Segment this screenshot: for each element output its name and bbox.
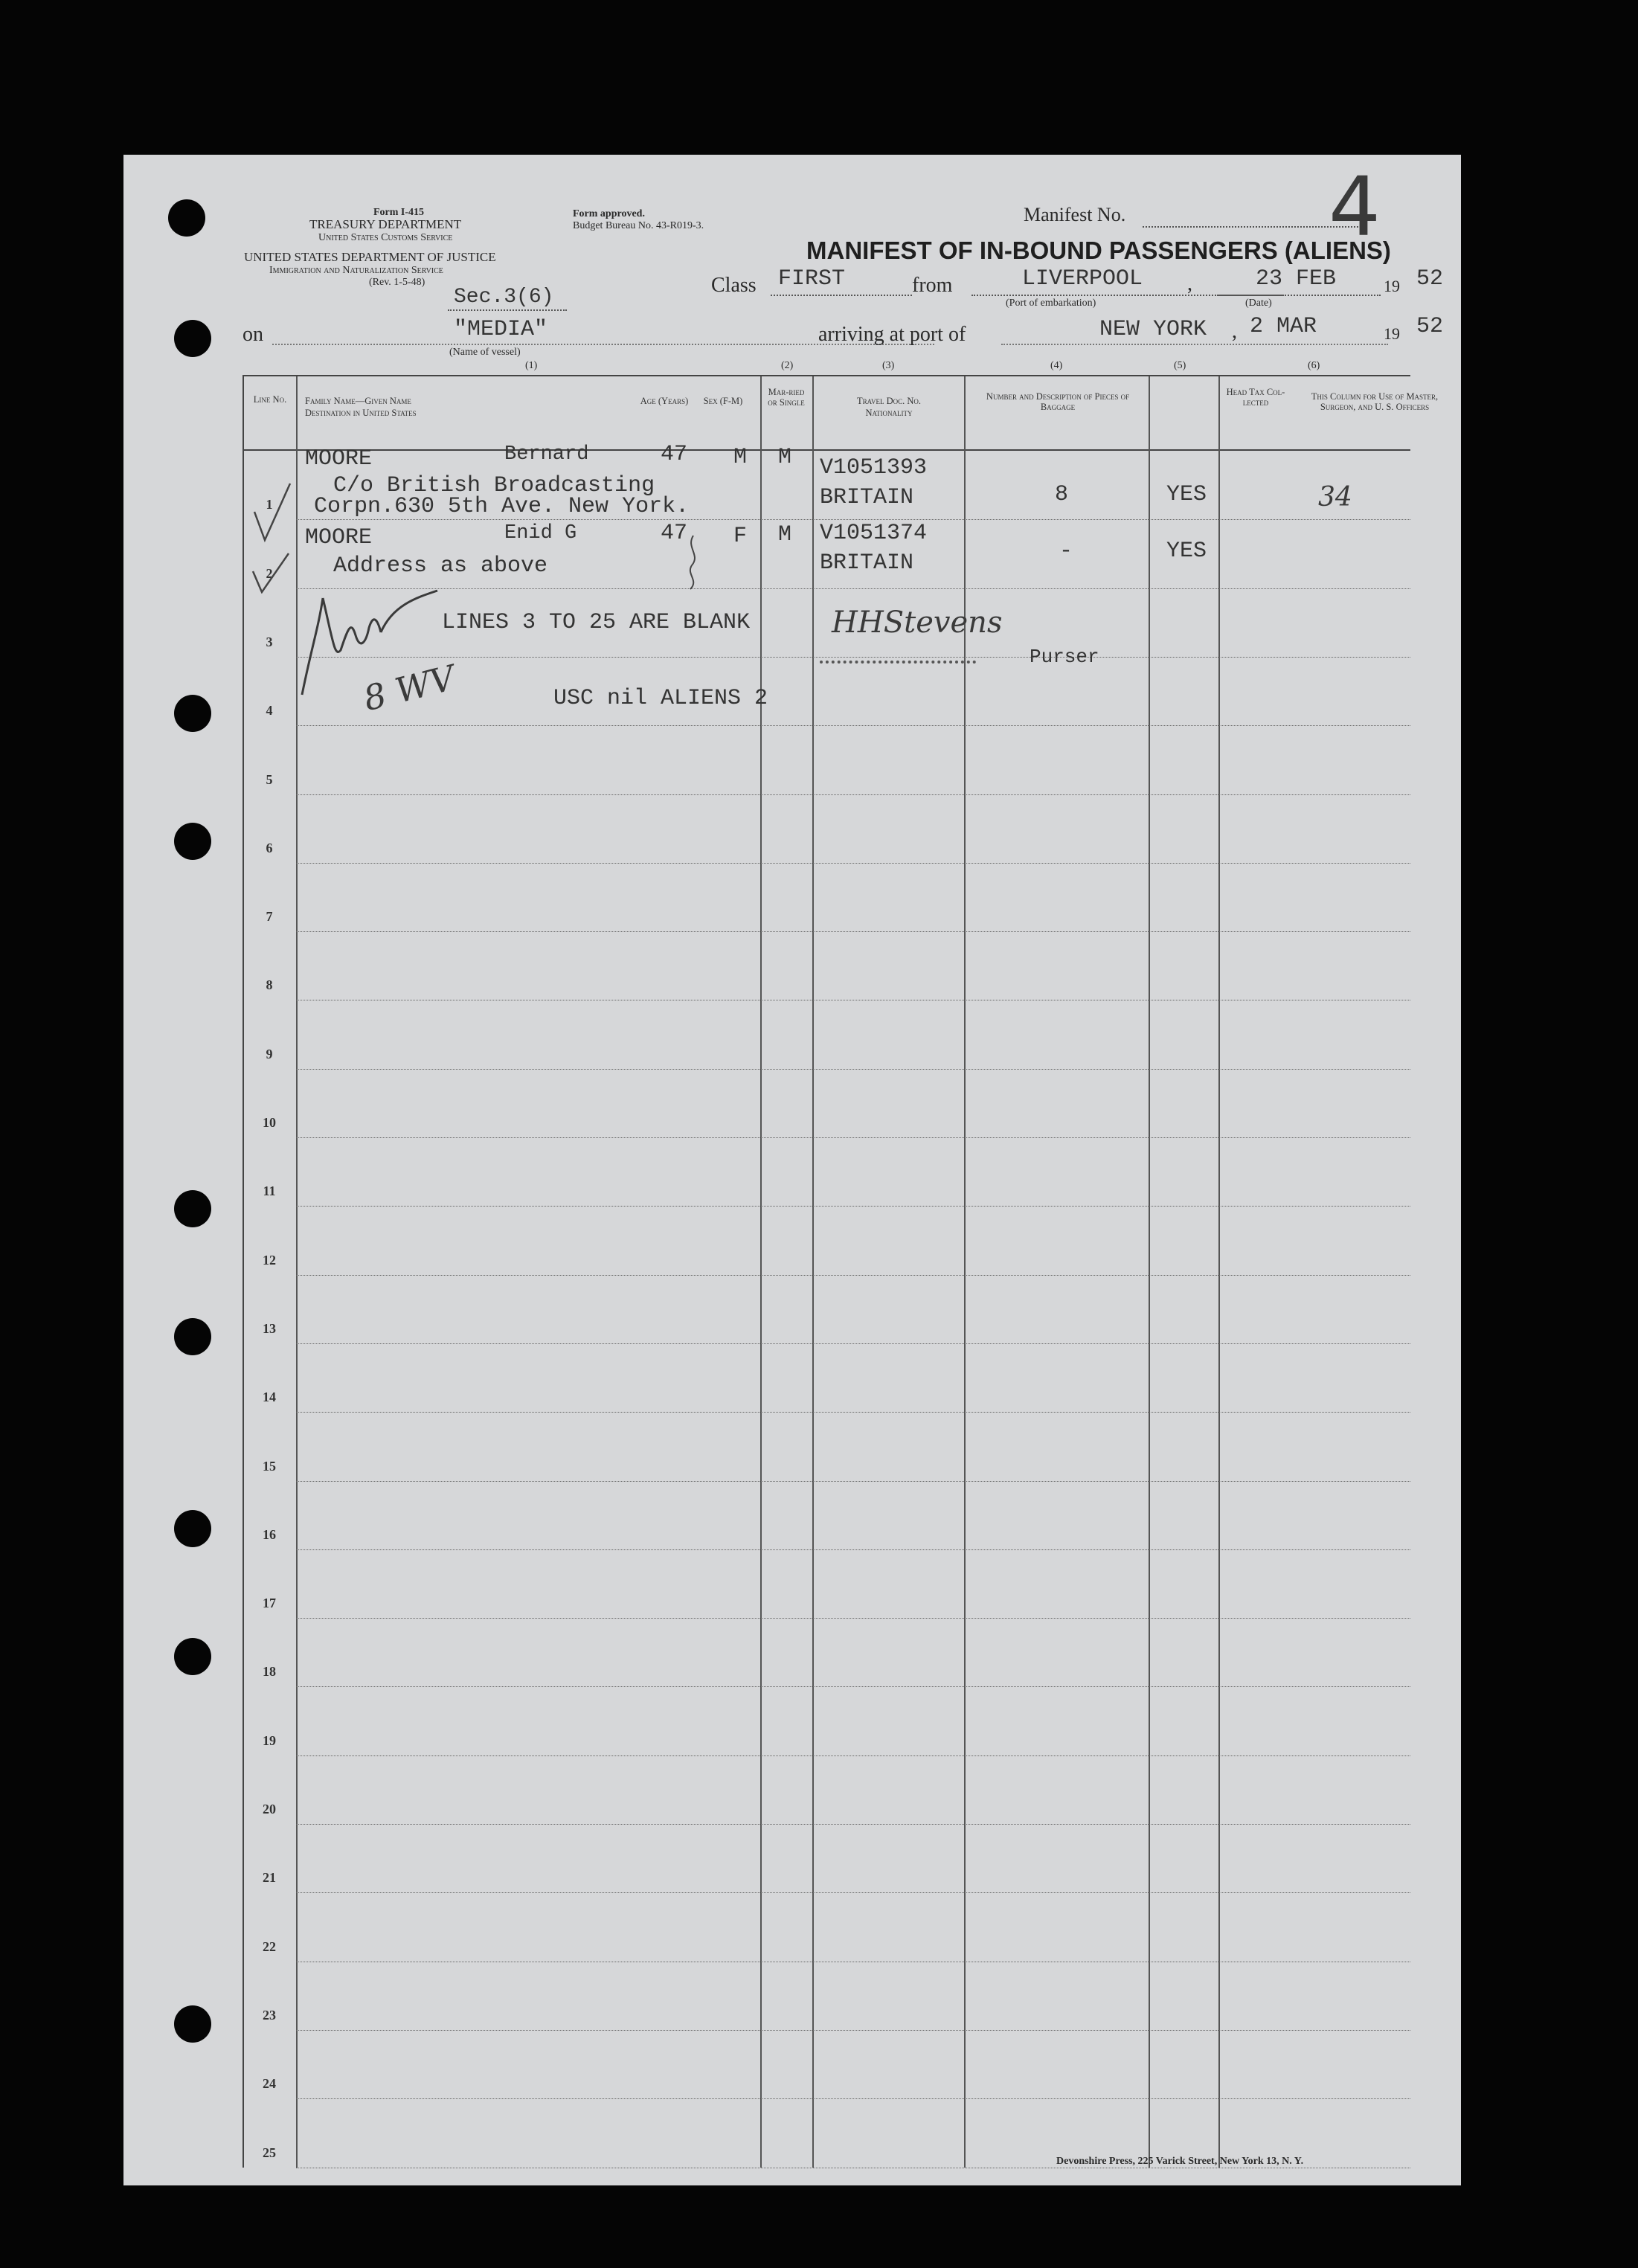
port-embarkation-caption: (Port of embarkation): [1006, 298, 1096, 309]
line-number: 23: [263, 2007, 276, 2023]
row-rule: [296, 1824, 1410, 1825]
row-rule: [296, 2030, 1410, 2031]
col-num: (5): [1174, 360, 1186, 371]
row-rule: [296, 1892, 1410, 1893]
row-rule: [296, 1206, 1410, 1207]
from-label: from: [912, 274, 953, 297]
departure-date: 23 FEB: [1256, 266, 1337, 292]
line-number: 24: [263, 2076, 276, 2092]
ins-service: Immigration and Naturalization Service: [269, 265, 443, 276]
p1-travel-doc: V1051393: [820, 455, 928, 481]
customs-service: United States Customs Service: [318, 232, 453, 243]
line-number: 4: [266, 703, 273, 719]
row-rule: [296, 725, 1410, 726]
p2-given: Enid G: [504, 522, 577, 544]
p2-married: M: [778, 522, 792, 547]
row-rule: [296, 863, 1410, 864]
on-label: on: [243, 323, 263, 346]
punch-hole: [174, 695, 211, 732]
row-rule: [296, 1618, 1410, 1619]
aliens-count: USC nil ALIENS 2: [553, 686, 768, 711]
row-rule: [296, 1275, 1410, 1276]
p2-head-tax: YES: [1166, 539, 1207, 564]
punch-hole: [174, 1638, 211, 1675]
class-value: FIRST: [778, 266, 846, 292]
p2-travel-doc: V1051374: [820, 521, 928, 546]
p1-age: 47: [661, 442, 688, 467]
vessel-name: "MEDIA": [454, 317, 548, 342]
hdr-line-no: Line No.: [253, 394, 287, 405]
line-number: 17: [263, 1596, 276, 1611]
col-num: (1): [525, 360, 538, 371]
p1-baggage: 8: [1055, 482, 1069, 507]
purser-title: Purser: [1030, 646, 1099, 668]
row-rule: [296, 2098, 1410, 2099]
line-number: 3: [266, 634, 273, 649]
blank-lines-note: LINES 3 TO 25 ARE BLANK: [442, 610, 751, 635]
bracket-mark-icon: [683, 533, 705, 592]
p1-given: Bernard: [504, 443, 589, 466]
year-prefix: 19: [1384, 324, 1400, 343]
hdr-nationality: Nationality: [865, 408, 913, 418]
line-number: 6: [266, 840, 273, 855]
p1-sex: M: [733, 445, 748, 470]
line-number: 7: [266, 909, 273, 925]
p1-address-2: Corpn.630 5th Ave. New York.: [314, 494, 690, 519]
comma: ,: [1232, 320, 1237, 343]
p2-baggage: -: [1059, 539, 1073, 564]
line-number: 21: [263, 1870, 276, 1886]
line-number: 11: [263, 1183, 276, 1199]
hdr-travel-doc: Travel Doc. No.: [856, 396, 922, 406]
vessel-caption: (Name of vessel): [449, 347, 521, 358]
line-number: 20: [263, 1802, 276, 1816]
form-approved: Form approved.: [573, 208, 645, 219]
line-number: 25: [263, 2145, 276, 2160]
row-rule: [296, 588, 1410, 589]
row-rule: [296, 794, 1410, 795]
arriving-label: arriving at port of: [818, 323, 966, 346]
punch-hole: [168, 199, 205, 237]
date-caption: (Date): [1245, 298, 1272, 309]
hdr-age: Age (Years): [640, 396, 689, 406]
budget-bureau: Budget Bureau No. 43-R019-3.: [573, 220, 704, 231]
hdr-officers: This Column for Use of Master, Surgeon, and U. S. Officers: [1311, 391, 1439, 412]
hdr-name: Family Name—Given Name: [305, 396, 411, 406]
punch-hole: [174, 2005, 211, 2043]
p1-married: M: [778, 445, 792, 470]
printer-imprint: Devonshire Press, 225 Varick Street, New York 13, N. Y.: [1056, 2156, 1304, 2167]
row-rule: [296, 1481, 1410, 1482]
p1-nationality: BRITAIN: [820, 485, 914, 510]
line-number: 9: [266, 1046, 273, 1061]
line-number: 10: [263, 1115, 276, 1130]
arrival-port: NEW YORK: [1099, 317, 1207, 342]
manifest-title: MANIFEST OF IN-BOUND PASSENGERS (ALIENS): [806, 237, 1391, 264]
row-rule: [296, 1549, 1410, 1550]
punch-hole: [174, 1318, 211, 1355]
line-number: 19: [263, 1732, 276, 1748]
hdr-destination: Destination in United States: [305, 408, 417, 418]
class-label: Class: [711, 274, 757, 297]
line-number: 14: [263, 1390, 276, 1405]
p1-officer-note: 34: [1318, 482, 1352, 513]
comma: ,: [1187, 272, 1192, 295]
line-number: 12: [263, 1252, 276, 1268]
row-rule: [296, 1686, 1410, 1687]
col-num: (4): [1050, 360, 1063, 371]
p1-family: MOORE: [305, 446, 373, 472]
row-rule: [296, 1069, 1410, 1070]
treasury-dept: TREASURY DEPARTMENT: [309, 217, 462, 231]
row-rule: [296, 1755, 1410, 1756]
punch-hole: [174, 320, 211, 357]
stamp-initials: 8 WV: [359, 657, 460, 719]
line-number: 15: [263, 1458, 276, 1474]
p2-nationality: BRITAIN: [820, 550, 914, 576]
p1-head-tax: YES: [1166, 482, 1207, 507]
port-embarkation: LIVERPOOL: [1022, 266, 1143, 292]
hdr-married: Mar-ried or Single: [768, 387, 805, 408]
row-rule: [296, 931, 1410, 932]
p2-sex: F: [733, 524, 748, 549]
section-code: Sec.3(6): [454, 286, 554, 309]
hdr-sex: Sex (F-M): [703, 396, 743, 406]
row-rule: [296, 1137, 1410, 1138]
line-number: 16: [263, 1526, 276, 1542]
row-rule: [296, 1412, 1410, 1413]
manifest-number: 4: [1329, 159, 1381, 254]
line-number: 13: [263, 1320, 276, 1336]
manifest-page: [123, 155, 1461, 2185]
punch-hole: [174, 1510, 211, 1547]
arrival-year: 52: [1416, 314, 1444, 339]
form-number: Form I-415: [373, 207, 425, 218]
hdr-head-tax: Head Tax Col-lected: [1226, 387, 1285, 408]
punch-hole: [174, 1190, 211, 1227]
p2-address-1: Address as above: [333, 553, 548, 579]
col-num: (2): [781, 360, 794, 371]
col-num: (3): [882, 360, 895, 371]
check-mark-icon: [251, 482, 296, 594]
hdr-baggage: Number and Description of Pieces of Baggage: [986, 391, 1130, 412]
p2-family: MOORE: [305, 525, 373, 550]
line-number: 5: [266, 771, 273, 787]
p1-address-1: C/o British Broadcasting: [333, 473, 655, 498]
manifest-no-label: Manifest No.: [1024, 204, 1126, 225]
departure-year: 52: [1416, 266, 1444, 292]
line-number: 1: [266, 497, 273, 513]
row-rule: [296, 1343, 1410, 1344]
col-num: (6): [1308, 360, 1320, 371]
arrival-date: 2 MAR: [1250, 314, 1317, 339]
punch-hole: [174, 823, 211, 860]
line-number: 2: [266, 565, 273, 581]
p2-age: 47: [661, 521, 688, 546]
row-rule: [296, 657, 1410, 658]
justice-dept: UNITED STATES DEPARTMENT OF JUSTICE: [244, 250, 496, 264]
purser-signature: HHStevens: [832, 605, 1003, 640]
year-prefix: 19: [1384, 277, 1400, 295]
line-number: 8: [266, 977, 273, 993]
line-number: 22: [263, 1938, 276, 1954]
revision: (Rev. 1-5-48): [369, 277, 425, 288]
line-number: 18: [263, 1664, 276, 1680]
